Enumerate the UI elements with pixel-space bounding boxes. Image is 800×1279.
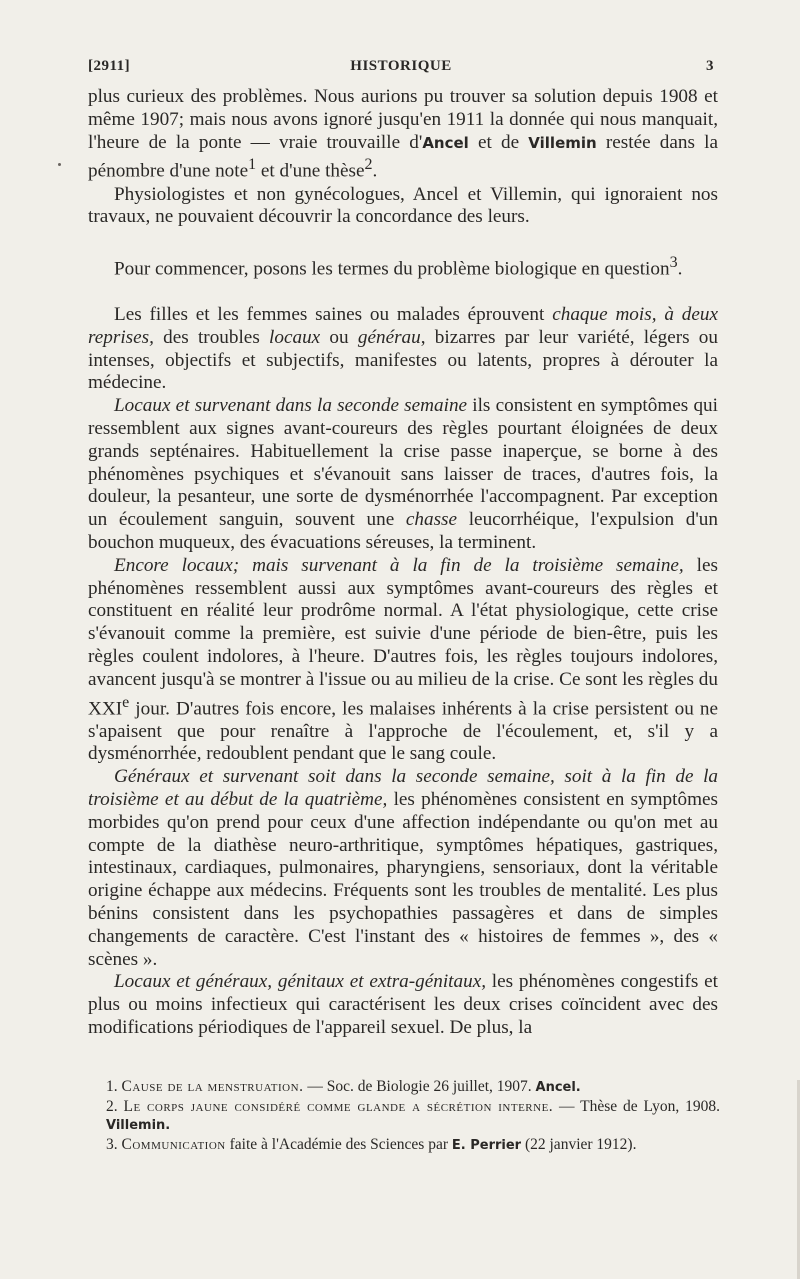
paragraph-7: Généraux et survenant soit dans la seconde semaine, soit à la fin de la troisième et au début de la quatrième, les phénomènes consistent en symptômes morbides qu'on prend pour ceux d'une affection indépendante ou qu'on met au compte de la diathèse neuro-arthritique, symptômes hépatiques, gastriques, intestinaux, cardiaques, pulmonaires, pharyngiens, sensoriaux, dont la véritable origine échappe aux médecins. Fréquents sont les troubles de mentalité. Les plus bénins consistent dans les psychopathies passagères et dans de simples changements de caractère. C'est l'instant des « histoires de femmes », des « scènes ». <box>88 766 718 970</box>
author-ancel: Ancel <box>422 133 469 152</box>
body-text <box>88 86 718 1040</box>
page-number: 3 <box>706 58 714 74</box>
paragraph-6: Encore locaux; mais survenant à la fin de la troisième semaine, les phénomènes ressemblent aussi aux symptômes avant-coureurs des règles et constituent en réalité leur prodrôme normal. A l'état physiologique, cette crise s'évanouit comme la première, est suivie d'une période de bien-être, puis les règles coulent indolores, à l'heure. D'autres fois, les règles toujours indolores, avancent jusqu'à se montrer à l'issue ou au milieu de la crise. Ce sont les règles du XXIe jour. D'autres fois encore, les malaises inhérents à la crise persistent ou ne s'apaisent que pour renaître à l'approche de l'écoulement, et, s'il y a dysménorrhée, redoublent pendant que le sang coule. <box>88 554 718 765</box>
footnote-3: 3. Communication faite à l'Académie des Sciences par E. Perrier (22 janvier 1912). <box>106 1135 637 1153</box>
paragraph-1: plus curieux des problèmes. Nous aurions pu trouver sa solution depuis 1908 et même 1907; mais nous avons ignoré jusqu'en 1911 la donnée qui nous manquait, l'heure de la ponte — vraie trouvaille d'Ancel et de Villemin restée dans la pénombre d'une note$^1$ et d'une thèse$^2$. <box>88 86 718 182</box>
footnote-ref-1: 1 <box>248 156 257 174</box>
footnotes <box>88 1078 720 1155</box>
paragraph-3: Pour commencer, posons les termes du problème biologique en question$^3$. <box>114 253 683 280</box>
paragraph-8: Locaux et généraux, génitaux et extra-génitaux, les phénomènes congestifs et plus ou moins infectieux qui caractérisent les deux crises coïncident avec des modifications périodiques de l'appareil sexuel. De plus, la <box>88 971 718 1039</box>
footnote-1: 1. Cause de la menstruation. — Soc. de Biologie 26 juillet, 1907. Ancel. <box>106 1078 581 1095</box>
paragraph-2: Physiologistes et non gynécologues, Ancel et Villemin, qui ignoraient nos travaux, ne pouvaient découvrir la concordance des leurs. <box>88 183 718 228</box>
author-villemin: Villemin <box>528 133 597 152</box>
footnote-2: 2. Le corps jaune considéré comme glande a sécrétion interne. — Thèse de Lyon, 1908. Villemin. <box>106 1097 720 1133</box>
footnote-ref-3: 3 <box>669 253 678 271</box>
margin-dot <box>58 163 61 166</box>
running-title: HISTORIQUE <box>350 58 452 74</box>
paragraph-4: Les filles et les femmes saines ou malades éprouvent chaque mois, à deux reprises, des troubles locaux ou générau, bizarres par leur variété, légers ou intenses, objectifs et subjectifs, manifestes ou latents, propres à dérouter la médecine. <box>88 303 718 394</box>
paragraph-5: Locaux et survenant dans la seconde semaine ils consistent en symptômes qui ressemblent aux signes avant-coureurs des règles pourtant éloignées de deux grands septénaires. Habituellement la crise passe inaperçue, se borne à des phénomènes psychiques et s'évanouit sans laisser de traces, d'autres fois, la douleur, la pesanteur, une sorte de dysménorrhée l'accompagnent. Par exception un écoulement sanguin, souvent une chasse leucorrhéique, l'expulsion d'un bouchon muqueux, des évacuations séreuses, la terminent. <box>88 395 718 553</box>
footnote-ref-2: 2 <box>364 156 373 174</box>
page-ref-number: [2911] <box>88 58 131 74</box>
